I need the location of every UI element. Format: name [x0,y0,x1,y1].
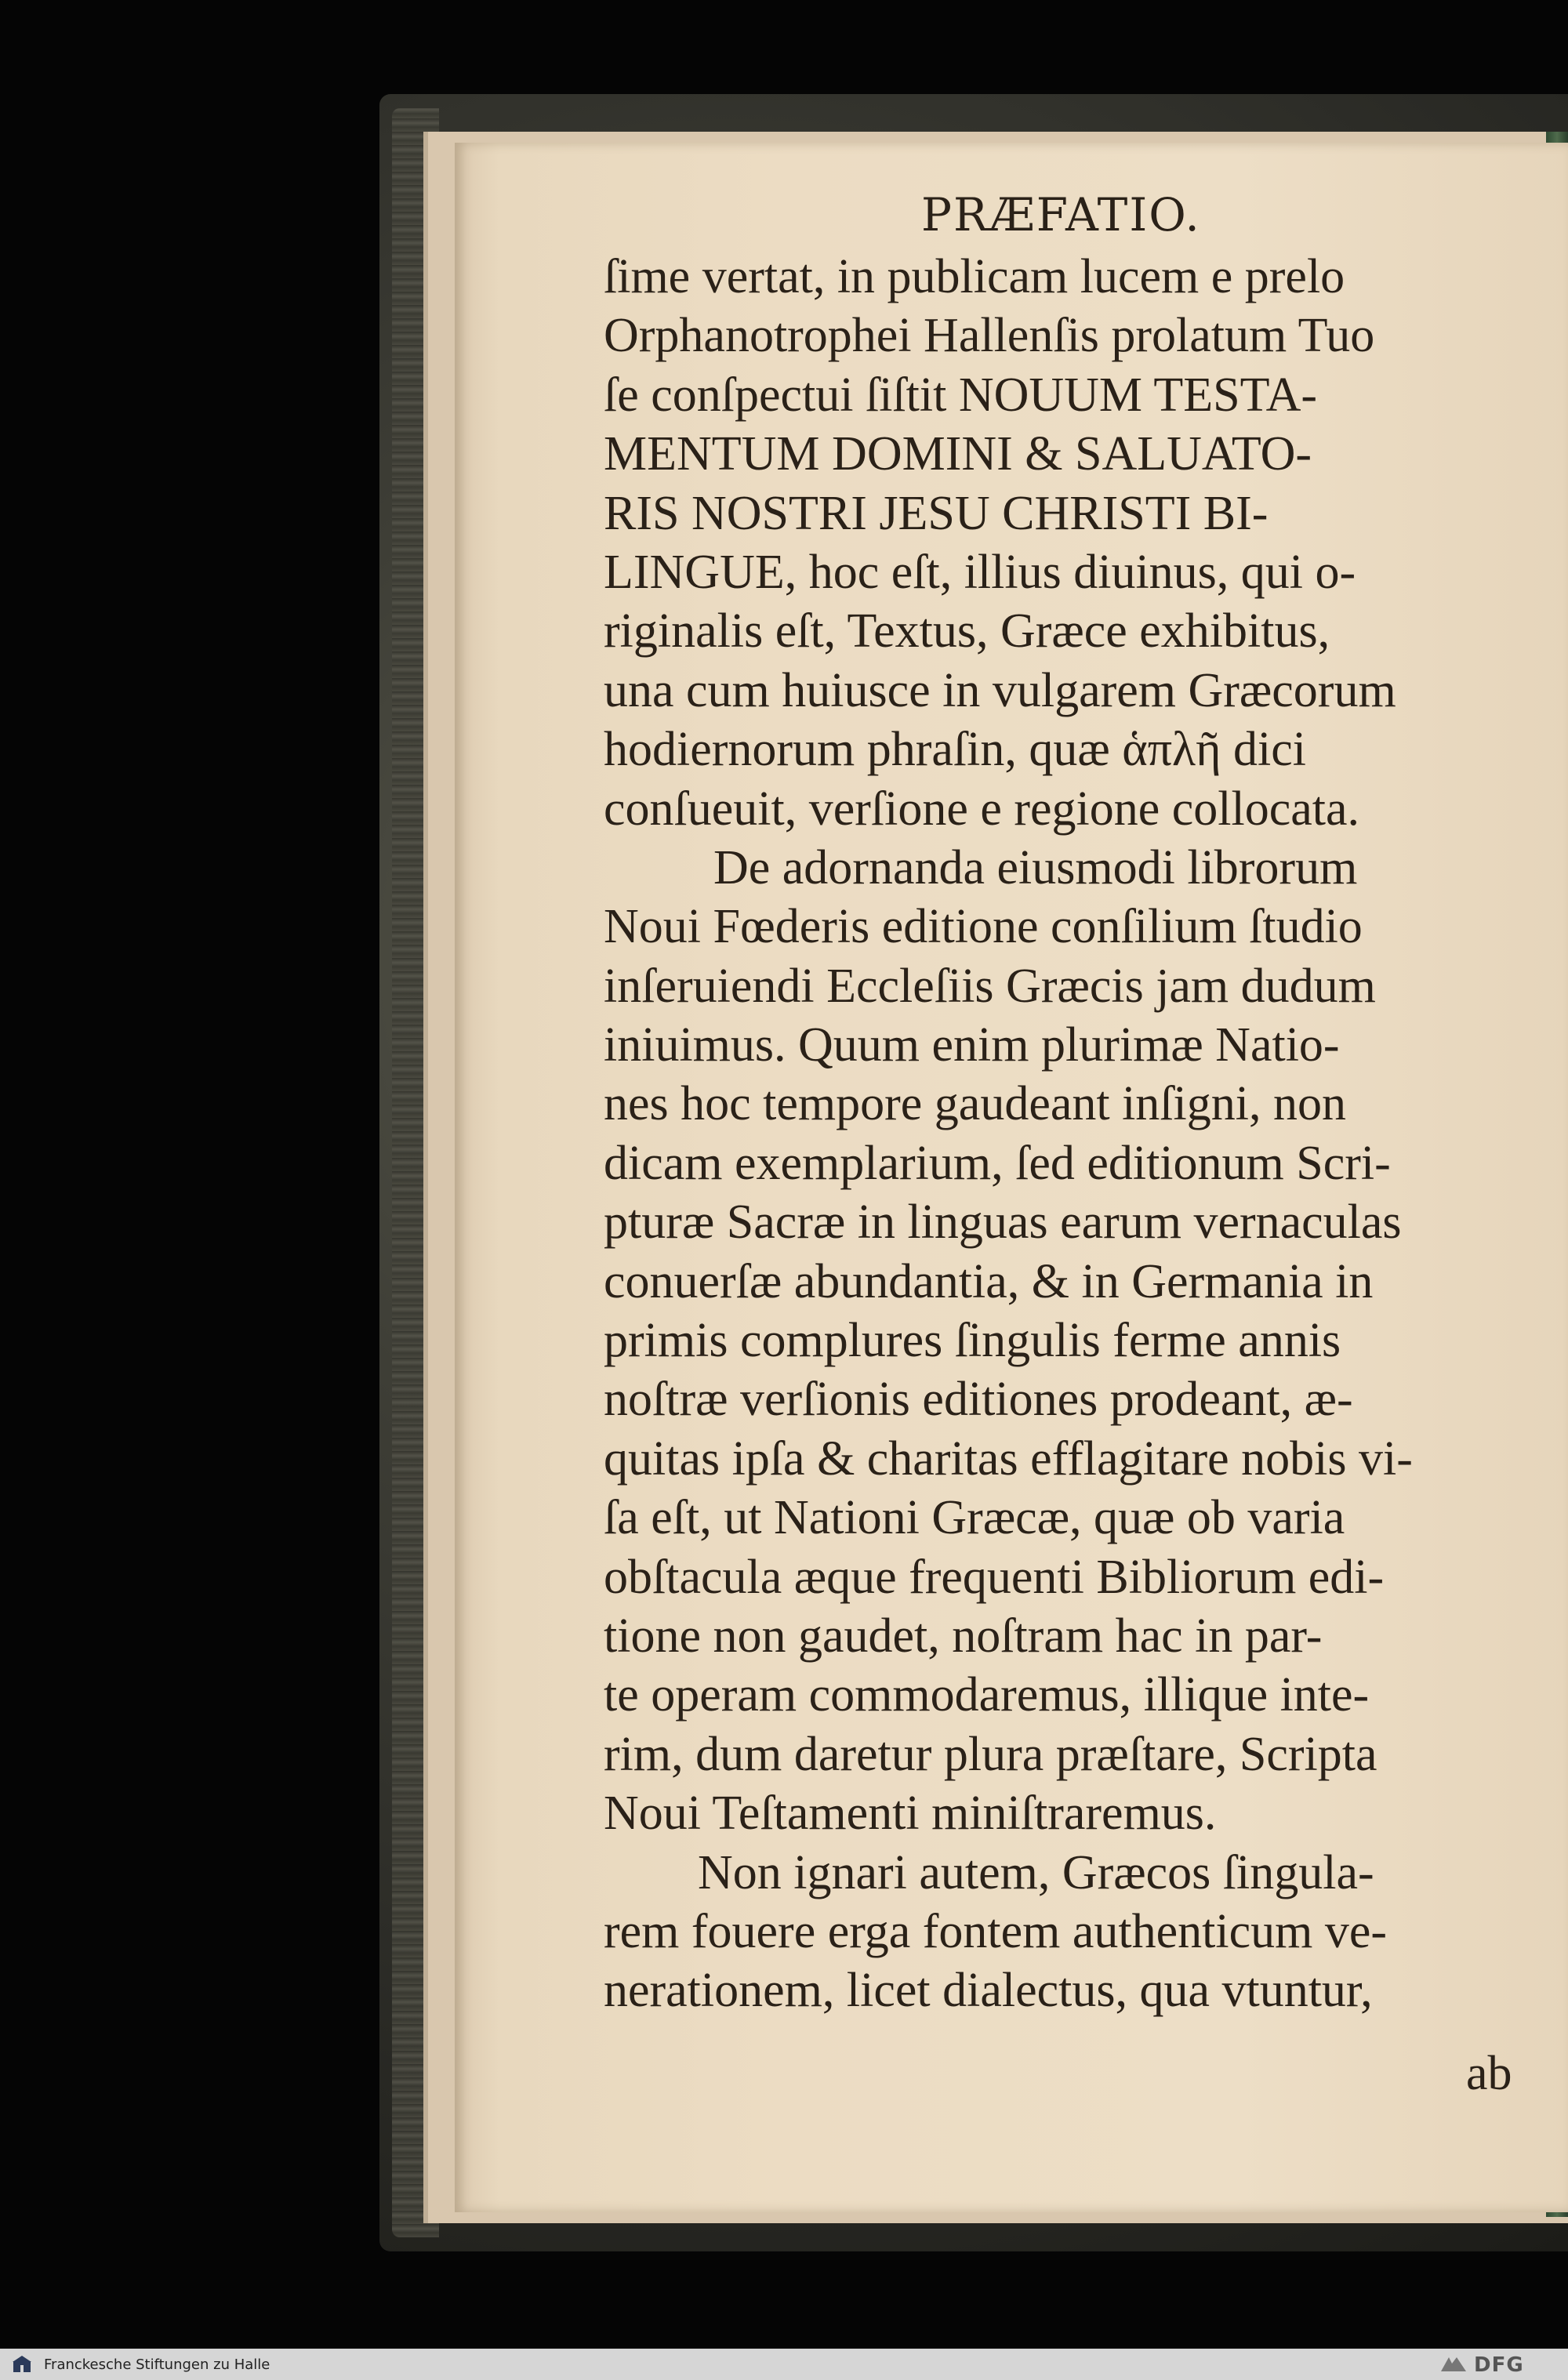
text-line: obſtacula æque frequenti Bibliorum edi- [604,1550,1385,1604]
institution-logo-icon [11,2353,33,2375]
text-line: dicam exemplarium, ſed editionum Scri- [604,1136,1391,1190]
text-line: nerationem, licet dialectus, qua vtuntur, [604,1964,1373,2018]
text-line: ſe conſpectui ſiſtit NOUUM TESTA- [604,368,1317,422]
text-line: iniuimus. Quum enim plurimæ Natio- [604,1018,1340,1072]
text-line: Non ignari autem, Græcos ſingula- [698,1845,1374,1899]
funder-label: DFG [1474,2353,1524,2377]
text-line: LINGUE, hoc eſt, illius diuinus, qui o- [604,545,1356,599]
text-line: ſime vertat, in publicam lucem e prelo [604,250,1345,303]
text-line: rim, dum daretur plura præſtare, Scripta [604,1727,1377,1781]
text-line: noſtræ verſionis editiones prodeant, æ- [604,1373,1353,1427]
text-line: pturæ Sacræ in linguas earum vernaculas [604,1195,1402,1250]
text-line: te operam commodaremus, illique inte- [604,1668,1370,1722]
text-line: ſa eſt, ut Nationi Græcæ, quæ ob varia [604,1491,1345,1545]
text-line: conuerſæ abundantia, & in Germania in [604,1254,1374,1308]
text-line: Noui Teſtamenti miniſtraremus. [604,1787,1217,1841]
page-text [604,248,1537,2021]
footer-bar [0,2349,1568,2380]
text-line: RIS NOSTRI JESU CHRISTI BI- [604,486,1269,540]
text-line: quitas ipſa & charitas efflagitare nobis vi- [604,1431,1413,1486]
text-line: rem fouere erga fontem authenticum ve- [604,1904,1388,1958]
text-line: Orphanotrophei Hallenſis prolatum Tuo [604,309,1375,363]
text-line: tione non gaudet, noſtram hac in par- [604,1609,1323,1663]
text-line: nes hoc tempore gaudeant inſigni, non [604,1077,1346,1131]
dfg-logo-icon [1439,2356,1468,2373]
text-line: hodiernorum phraſin, quæ ἁπλῆ dici [604,723,1306,777]
text-line: De adornanda eiusmodi librorum [713,840,1358,894]
text-line: riginalis eſt, Textus, Græce exhibitus, [604,604,1330,658]
text-line: una cum huiusce in vulgarem Græcorum [604,663,1396,717]
page-header: PRÆFATIO. [921,188,1201,241]
institution-name: Franckesche Stiftungen zu Halle [44,2356,270,2373]
text-line: MENTUM DOMINI & SALUATO- [604,427,1312,481]
text-line: primis complures ſingulis ferme annis [604,1314,1341,1368]
catchword: ab [1466,2047,1512,2100]
text-line: inſeruiendi Eccleſiis Græcis jam dudum [604,959,1376,1013]
text-line: conſueuit, verſione e regione collocata. [604,782,1360,836]
text-line: Noui Fœderis editione conſilium ſtudio [604,900,1363,954]
